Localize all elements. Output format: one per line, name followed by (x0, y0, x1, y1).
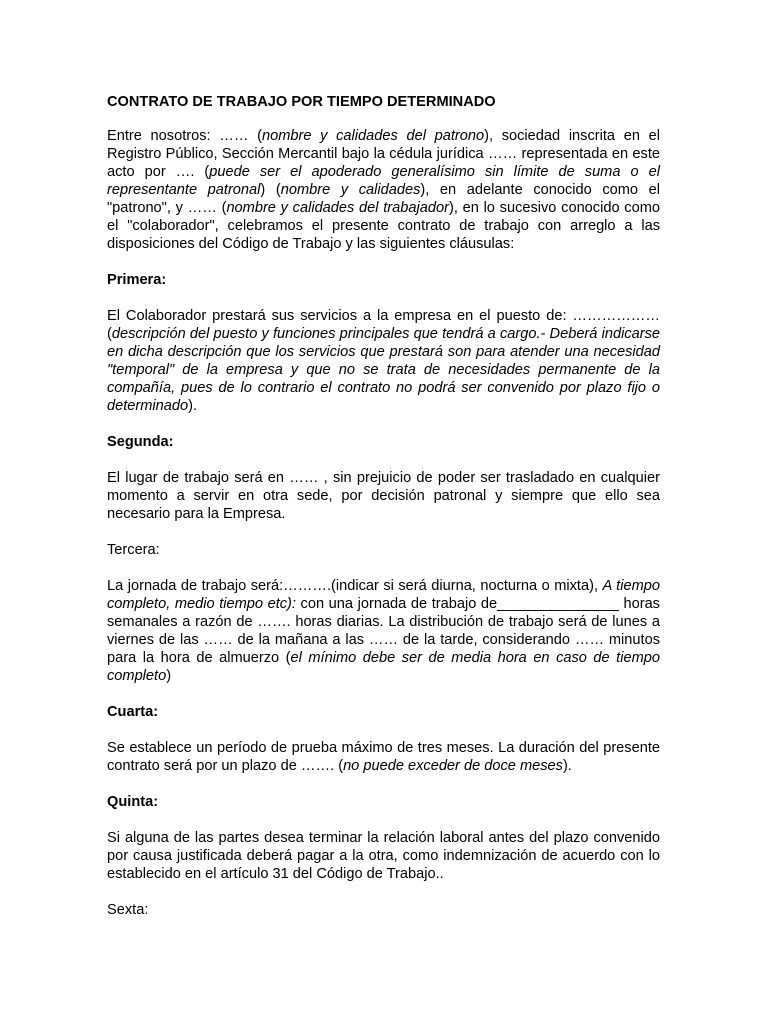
clause-quinta-paragraph: Si alguna de las partes desea terminar la relación laboral antes del plazo convenido por causa justificada deberá pagar a la otra, como indemnización de acuerdo con lo establecido en el artículo 31 del Código de Trabajo.. (107, 830, 660, 882)
clause-heading-primera: Primera: (107, 272, 167, 288)
intro-italic-3: nombre y calidades (280, 182, 421, 198)
clause-primera-paragraph (107, 307, 660, 415)
primera-italic-1: descripción del puesto y funciones principales que tendrá a cargo.- Deberá indicarse en dicha descripción que los servicios que prestará son para atender una necesidad "temporal" de la empresa y que no se trata de necesidades permanente de la compañía, pues de lo contrario el contrato no podrá ser convenido por plazo fijo o determinado (107, 326, 660, 414)
document-body (107, 93, 660, 919)
clause-heading-cuarta: Cuarta: (107, 704, 159, 720)
intro-text-1: Entre nosotros: …… ( (107, 128, 262, 144)
clause-tercera-paragraph (107, 577, 660, 685)
tercera-text-1: La jornada de trabajo será:……….(indicar si será diurna, nocturna o mixta), (107, 578, 603, 594)
intro-italic-4: nombre y calidades del trabajador (226, 200, 449, 216)
tercera-text-3: ) (166, 668, 172, 684)
cuarta-italic-1: no puede exceder de doce meses (343, 758, 563, 774)
intro-italic-1: nombre y calidades del patrono (262, 128, 485, 144)
clause-heading-tercera: Tercera: (107, 542, 160, 558)
intro-text-2: ), sociedad inscrita en el Registro Público, Sección Mercantil bajo la cédula jurídica …… representada en este acto por …. ( (107, 128, 660, 180)
cuarta-text-2: ). (562, 758, 572, 774)
cuarta-text-1: Se establece un período de prueba máximo de tres meses. La duración del presente contrato será por un plazo de ……. ( (107, 740, 660, 774)
clause-segunda-paragraph: El lugar de trabajo será en …… , sin prejuicio de poder ser trasladado en cualquier momento a servir en otra sede, por decisión patronal y siempre que ello sea necesario para la Empresa. (107, 470, 660, 522)
intro-text-3: ) ( (260, 182, 281, 198)
intro-text-4: ), en adelante conocido como el "patrono", y …… ( (107, 182, 660, 216)
clause-cuarta-paragraph (107, 739, 660, 775)
primera-text-2: ). (188, 398, 198, 414)
clause-heading-quinta: Quinta: (107, 794, 159, 810)
intro-paragraph (107, 127, 660, 253)
clause-heading-sexta: Sexta: (107, 902, 149, 918)
tercera-italic-2: el mínimo debe ser de media hora en caso de tiempo completo (107, 650, 660, 684)
intro-italic-2: puede ser el apoderado generalísimo sin límite de suma o el representante patronal (107, 164, 660, 198)
document-title: CONTRATO DE TRABAJO POR TIEMPO DETERMINADO (107, 94, 496, 110)
clause-heading-segunda: Segunda: (107, 434, 174, 450)
primera-text-1: El Colaborador prestará sus servicios a la empresa en el puesto de: ……………… ( (107, 308, 660, 342)
intro-text-5: ), en lo sucesivo conocido como el "colaborador", celebramos el presente contrato de trabajo con arreglo a las disposiciones del Código de Trabajo y las siguientes cláusulas: (107, 200, 660, 252)
tercera-italic-1: A tiempo completo, medio tiempo etc): (107, 578, 660, 612)
tercera-text-2: con una jornada de trabajo de_______________ horas semanales a razón de ……. horas diarias. La distribución de trabajo será de lunes a viernes de las …… de la mañana a las …… de la tarde, considerando …… minutos para la hora de almuerzo ( (107, 596, 660, 666)
